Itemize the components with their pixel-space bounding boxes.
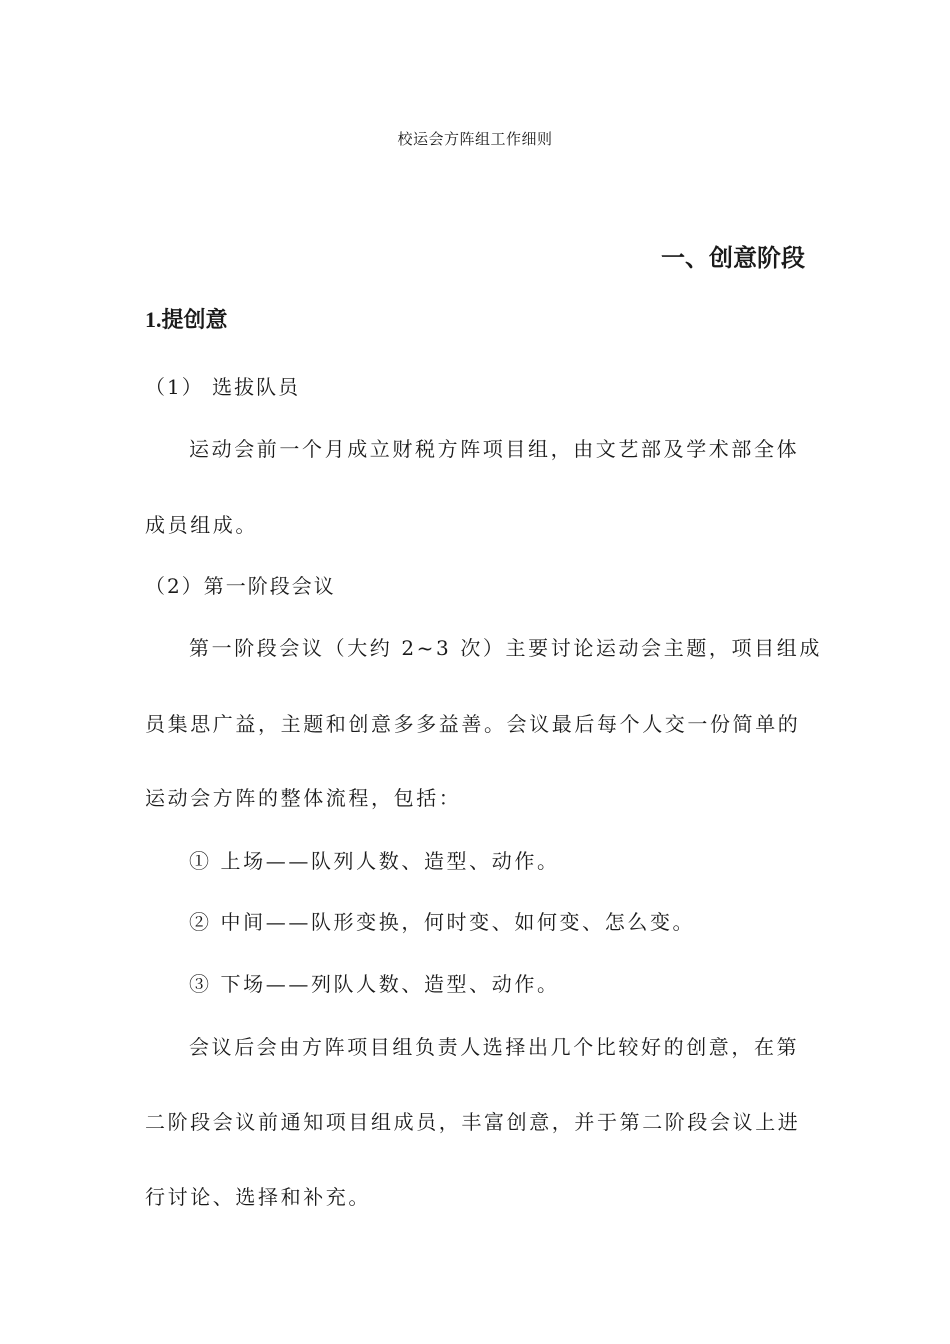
paragraph-line: 行讨论、选择和补充。 — [145, 1185, 371, 1209]
paragraph-line: 会议后会由方阵项目组负责人选择出几个比较好的创意，在第 — [189, 1035, 800, 1059]
subsection-heading-2: （2）第一阶段会议 — [145, 574, 336, 598]
paragraph-line: 成员组成。 — [145, 513, 258, 537]
section-number: 1. — [145, 307, 162, 332]
paragraph-line: 第一阶段会议（大约 2~3 次）主要讨论运动会主题，项目组成 — [189, 636, 822, 660]
list-item: ② 中间——队形变换，何时变、如何变、怎么变。 — [189, 910, 696, 934]
list-item: ③ 下场——列队人数、造型、动作。 — [189, 972, 560, 996]
paragraph-line: 员集思广益，主题和创意多多益善。会议最后每个人交一份简单的 — [145, 712, 801, 736]
document-title: 校运会方阵组工作细则 — [397, 130, 553, 148]
section-heading — [145, 303, 228, 334]
chapter-heading: 一、创意阶段 — [661, 244, 805, 272]
list-item: ① 上场——队列人数、造型、动作。 — [189, 849, 560, 873]
paragraph-line: 运动会前一个月成立财税方阵项目组，由文艺部及学术部全体 — [189, 437, 800, 461]
section-title: 提创意 — [161, 307, 228, 333]
paragraph-line: 二阶段会议前通知项目组成员，丰富创意，并于第二阶段会议上进 — [145, 1110, 801, 1134]
subsection-heading-1: （1） 选拔队员 — [145, 375, 301, 399]
paragraph-line: 运动会方阵的整体流程，包括： — [145, 786, 462, 810]
